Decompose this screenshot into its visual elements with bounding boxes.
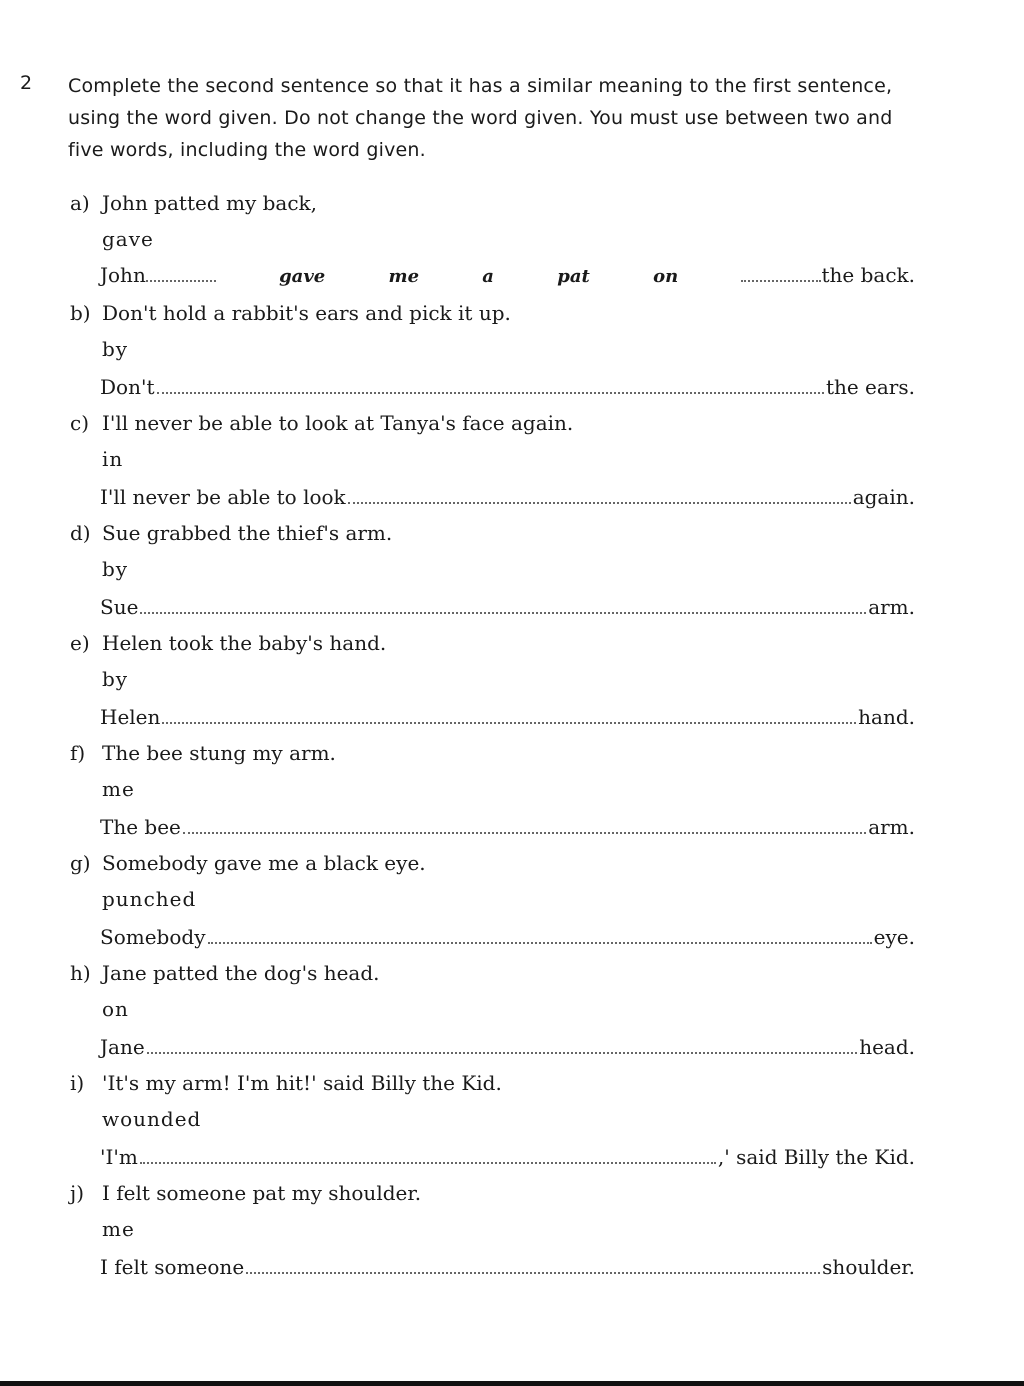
answer-end: head. — [859, 1035, 915, 1059]
answer-blank[interactable] — [157, 370, 824, 394]
answer-start: 'I'm — [100, 1145, 138, 1169]
answer-end: eye. — [873, 925, 915, 949]
filled-word: gave — [279, 266, 326, 287]
item-letter: h) — [70, 961, 91, 985]
answer-start: Helen — [100, 705, 161, 729]
item-keyword: punched — [102, 887, 197, 911]
filled-word: on — [653, 266, 679, 287]
answer-line[interactable] — [100, 810, 915, 840]
answer-line[interactable] — [100, 1250, 915, 1280]
answer-line[interactable] — [100, 1030, 915, 1060]
answer-line[interactable] — [100, 920, 915, 950]
answer-line[interactable] — [100, 370, 915, 400]
item-keyword: by — [102, 557, 129, 581]
answer-blank[interactable] — [348, 480, 851, 504]
item-sentence: Sue grabbed the thief's arm. — [102, 521, 393, 545]
item-sentence: I'll never be able to look at Tanya's face again. — [102, 411, 574, 435]
item-keyword: on — [102, 997, 129, 1021]
answer-end: arm. — [868, 815, 915, 839]
item-sentence: The bee stung my arm. — [102, 741, 336, 765]
answer-dots — [146, 260, 216, 282]
item-sentence: 'It's my arm! I'm hit!' said Billy the Kid. — [102, 1071, 502, 1095]
item-letter: d) — [70, 521, 91, 545]
filled-answer — [146, 260, 822, 292]
item-sentence: Jane patted the dog's head. — [102, 961, 380, 985]
answer-blank[interactable] — [147, 1030, 858, 1054]
item-keyword: in — [102, 447, 124, 471]
item-sentence: Somebody gave me a black eye. — [102, 851, 426, 875]
answer-end: again. — [852, 485, 915, 509]
answer-blank[interactable] — [140, 590, 866, 614]
bottom-rule — [0, 1381, 1024, 1386]
answer-start: I'll never be able to look — [100, 485, 346, 509]
item-letter: f) — [70, 741, 86, 765]
item-sentence: Don't hold a rabbit's ears and pick it up. — [102, 301, 511, 325]
question-instructions: Complete the second sentence so that it has a similar meaning to the first sentence, using the word given. Do not change the word given. You must use between two and five words, including the word given. — [68, 75, 893, 161]
answer-start: Jane — [100, 1035, 145, 1059]
answer-start: I felt someone — [100, 1255, 245, 1279]
answer-end: hand. — [858, 705, 915, 729]
item-keyword: me — [102, 777, 135, 801]
answer-blank[interactable] — [140, 1140, 716, 1164]
item-keyword: me — [102, 1217, 135, 1241]
item-sentence: John patted my back, — [102, 191, 317, 215]
item-letter: a) — [70, 191, 90, 215]
item-keyword: by — [102, 667, 129, 691]
answer-start: John — [100, 263, 146, 287]
answer-start: Don't — [100, 375, 155, 399]
answer-start: Somebody — [100, 925, 206, 949]
answer-end: ,' said Billy the Kid. — [717, 1145, 915, 1169]
answer-line[interactable] — [100, 700, 915, 730]
item-letter: j) — [70, 1181, 85, 1205]
answer-end: the back. — [821, 263, 915, 287]
item-keyword: wounded — [102, 1107, 202, 1131]
item-letter: i) — [70, 1071, 85, 1095]
question-number: 2 — [20, 72, 33, 94]
answer-end: arm. — [868, 595, 915, 619]
answer-line[interactable] — [100, 1140, 915, 1170]
answer-line[interactable] — [100, 480, 915, 510]
item-letter: c) — [70, 411, 90, 435]
item-sentence: I felt someone pat my shoulder. — [102, 1181, 422, 1205]
answer-line[interactable] — [100, 590, 915, 620]
item-sentence: Helen took the baby's hand. — [102, 631, 387, 655]
item-keyword: gave — [102, 227, 154, 251]
filled-word: me — [388, 266, 420, 287]
answer-blank[interactable] — [183, 810, 866, 834]
answer-line — [100, 260, 915, 290]
filled-word: a — [482, 266, 494, 287]
item-keyword: by — [102, 337, 129, 361]
item-letter: b) — [70, 301, 91, 325]
answer-blank[interactable] — [246, 1250, 820, 1274]
answer-blank[interactable] — [162, 700, 856, 724]
answer-start: Sue — [100, 595, 139, 619]
answer-start: The bee — [100, 815, 181, 839]
answer-dots — [741, 260, 821, 282]
answer-end: the ears. — [825, 375, 915, 399]
filled-word: pat — [557, 266, 590, 287]
item-letter: g) — [70, 851, 91, 875]
item-letter: e) — [70, 631, 90, 655]
answer-end: shoulder. — [822, 1255, 915, 1279]
answer-blank[interactable] — [208, 920, 872, 944]
